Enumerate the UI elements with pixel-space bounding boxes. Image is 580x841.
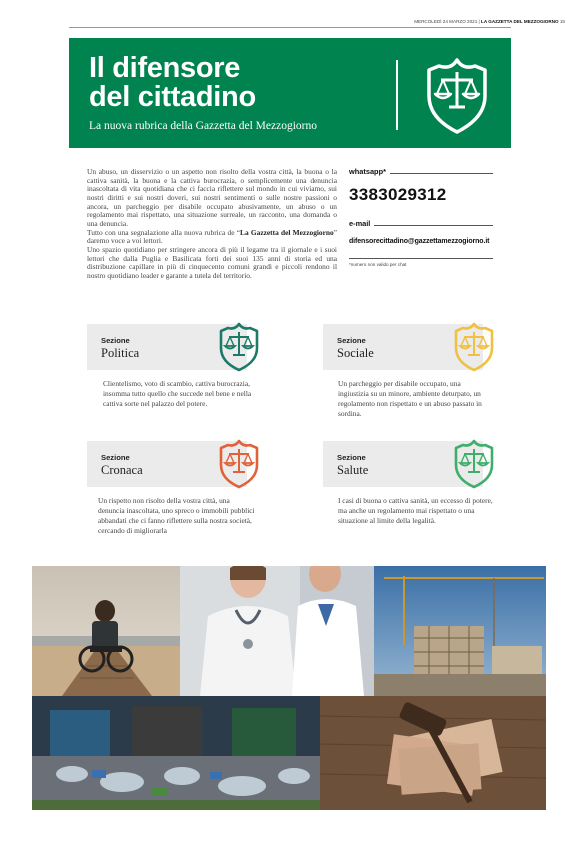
header-rule [69,27,511,28]
intro-text [87,168,337,281]
running-head: MERCOLEDÌ 24 MARZO 2021 | LA GAZZETTA DEL MEZZOGIORNO 15 [414,19,565,24]
section-kicker: Sezione [337,336,366,345]
hero-subtitle: La nuova rubrica della Gazzetta del Mezzogiorno [89,120,317,132]
doctors-photo [180,566,374,696]
whatsapp-label: whatsapp* [349,167,386,176]
section-name: Salute [337,463,369,477]
section-name: Cronaca [101,463,143,477]
email-address[interactable]: difensorecittadino@gazzettamezzogiorno.it [349,238,490,245]
contact-box [349,167,493,267]
header-date: MERCOLEDÌ 24 MARZO 2021 [414,19,478,24]
hero-title-line1: Il difensore [89,52,241,84]
section-kicker: Sezione [101,336,130,345]
construction-site-photo [374,566,546,696]
section-text-salute: I casi di buona o cattiva sanità, un eccesso di potere, ma anche un regolamento mai rispettato o una situazione al limite della legalità. [338,496,493,525]
scales-shield-icon [216,322,262,372]
intro-paragraph-2: Tutto con una segnalazione alla nuova rubrica de “La Gazzetta del Mezzogiorno” daremo voce a voi lettori. [87,227,337,246]
scales-shield-icon [421,56,493,136]
contact-rule [349,258,493,259]
section-text-politica: Clientelismo, voto di scambio, cattiva burocrazia, insomma tutto quello che succede nel bene e nella cattiva sorte nel palazzo del potere. [103,379,252,408]
section-name: Sociale [337,346,374,360]
hero-title-line2: del cittadino [89,81,256,113]
hero-title [89,54,389,112]
section-text-sociale: Un parcheggio per disabile occupato, una ingiustizia su un minore, ambiente deturpato, un regolamento non rispettato e un abuso passato in sordina. [338,379,482,418]
section-kicker: Sezione [337,453,366,462]
section-kicker: Sezione [101,453,130,462]
header-page: 15 [559,19,565,24]
scales-shield-icon [451,439,497,489]
contact-note: *numero non valido per chat [349,261,407,267]
garbage-photo [32,696,320,810]
photo-collage [32,566,546,810]
header-paper: LA GAZZETTA DEL MEZZOGIORNO [481,19,559,24]
hero-divider [396,60,398,130]
gavel-money-photo [320,696,546,810]
wheelchair-beach-photo [32,566,180,696]
intro-paragraph-1: Un abuso, un disservizio o un aspetto non risolto della vostra città, la buona o la cattiva sanità, la buona e la cattiva burocrazia, o semplicemente una denuncia inascoltata di vita quotidiana che ci faccia riflettere sul mondo in cui viviamo, sui nostri diritti e sui nostri doveri, sui nostri sentimenti o sulle nostre passioni o ancora, un parcheggio per disabile occupato abusivamente, un abuso o un regolamento mai rispettato, una situazione surreale, un racconto, una domanda o una denuncia. [87,167,337,228]
section-text-cronaca: Un rispetto non risolto della vostra città, una denuncia inascoltata, uno spreco o immobili pubblici abbandati che ci fanno riflettere sulla nostra società, cercando di migliorarla [98,496,255,535]
intro-paragraph-3: Uno spazio quotidiano per stringere ancora di più il legame tra il giornale e i suoi lettori che dalla Puglia e Basilicata forti dei suoi 135 anni di storia ed una distribuzione capillare in più di cinquecento comuni grandi e piccoli rendono il nostro quotidiano leader e garante a tutela del territorio. [87,244,337,280]
hero-banner [69,38,511,148]
scales-shield-icon [451,322,497,372]
email-label: e-mail [349,219,371,228]
section-name: Politica [101,346,140,360]
scales-shield-icon [216,439,262,489]
phone-number[interactable]: 3383029312 [349,185,447,204]
